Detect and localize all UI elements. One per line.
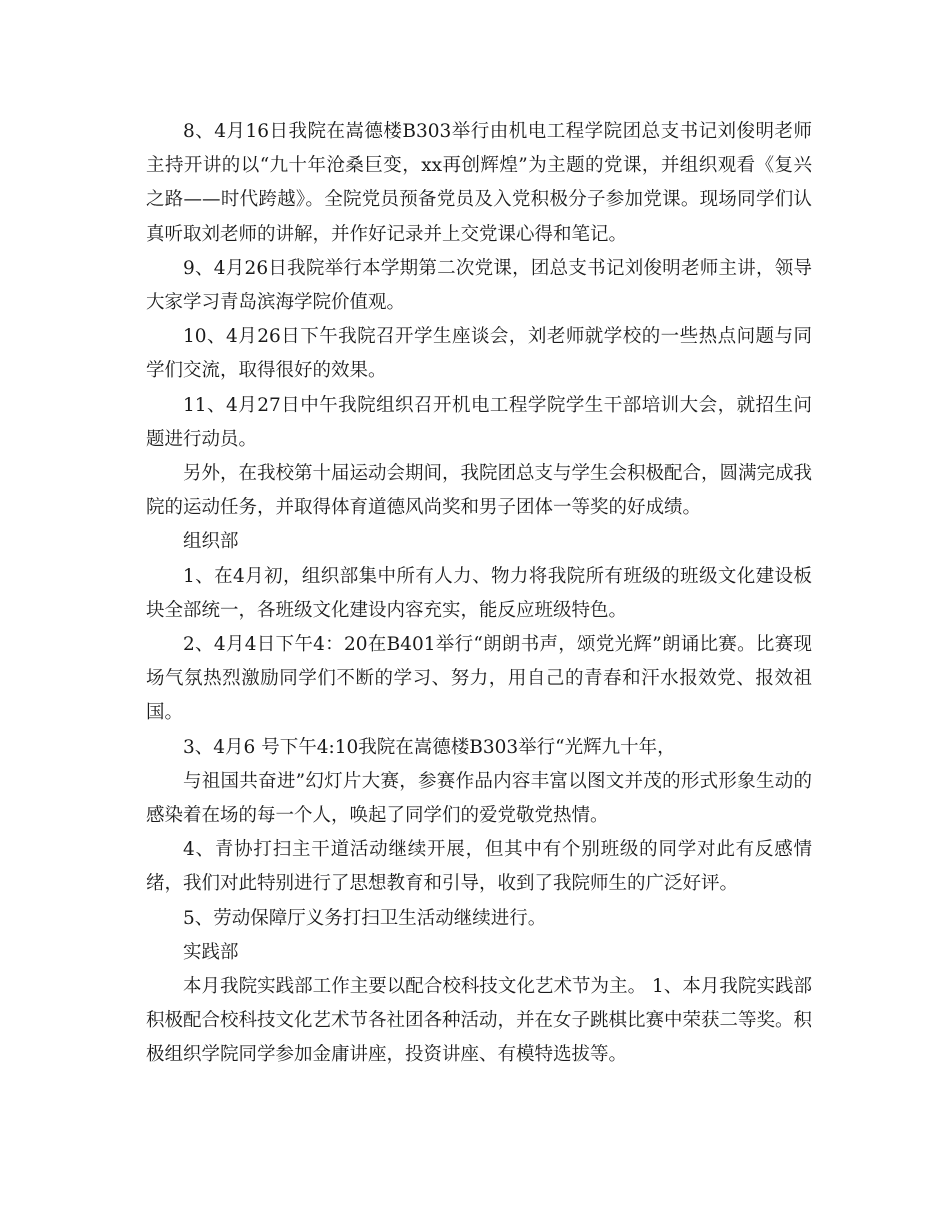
section-heading-organization: 组织部 [183, 531, 239, 553]
paragraph-item-9: 9、4月26日我院举行本学期第二次党课，团总支书记刘俊明老师主讲，领导大家学习青岛滨海学院价值观。 [146, 257, 812, 314]
document-body [146, 115, 812, 1073]
paragraph-org-5: 5、劳动保障厅义务打扫卫生活动继续进行。 [183, 907, 547, 929]
paragraph-org-3-continued: 与祖国共奋进”幻灯片大赛，参赛作品内容丰富以图文并茂的形式形象生动的感染着在场的每一个人，唤起了同学们的爱党敬党热情。 [146, 770, 812, 827]
paragraph-item-8: 8、4月16日我院在嵩德楼B303举行由机电工程学院团总支书记刘俊明老师主持开讲的以“九十年沧桑巨变，xx再创辉煌”为主题的党课，并组织观看《复兴之路——时代跨越》。全院党员预备党员及入党积极分子参加党课。现场同学们认真听取刘老师的讲解，并作好记录并上交党课心得和笔记。 [146, 121, 812, 245]
paragraph-org-1: 1、在4月初，组织部集中所有人力、物力将我院所有班级的班级文化建设板块全部统一，各班级文化建设内容充实，能反应班级特色。 [146, 565, 812, 621]
paragraph-item-10: 10、4月26日下午我院召开学生座谈会，刘老师就学校的一些热点问题与同学们交流，取得很好的效果。 [146, 326, 812, 382]
paragraph-org-2: 2、4月4日下午4：20在B401举行“朗朗书声，颂党光辉”朗诵比赛。比赛现场气氛热烈激励同学们不断的学习、努力，用自己的青春和汗水报效党、报效祖国。 [146, 634, 812, 724]
paragraph-additional: 另外，在我校第十届运动会期间，我院团总支与学生会积极配合，圆满完成我院的运动任务，并取得体育道德风尚奖和男子团体一等奖的好成绩。 [146, 463, 813, 519]
paragraph-org-3: 3、4月6 号下午4:10我院在嵩德楼B303举行“光辉九十年， [183, 736, 676, 758]
section-heading-practice: 实践部 [183, 941, 239, 963]
paragraph-item-11: 11、4月27日中午我院组织召开机电工程学院学生干部培训大会，就招生问题进行动员。 [146, 394, 812, 450]
paragraph-practice-1: 本月我院实践部工作主要以配合校科技文化艺术节为主。 1、本月我院实践部积极配合校科技文化艺术节各社团各种活动，并在女子跳棋比赛中荣获二等奖。积极组织学院同学参加金庸讲座，投资讲座、有模特选拔等。 [146, 976, 813, 1066]
paragraph-org-4: 4、青协打扫主干道活动继续开展，但其中有个别班级的同学对此有反感情绪，我们对此特别进行了思想教育和引导，收到了我院师生的广泛好评。 [146, 839, 812, 895]
